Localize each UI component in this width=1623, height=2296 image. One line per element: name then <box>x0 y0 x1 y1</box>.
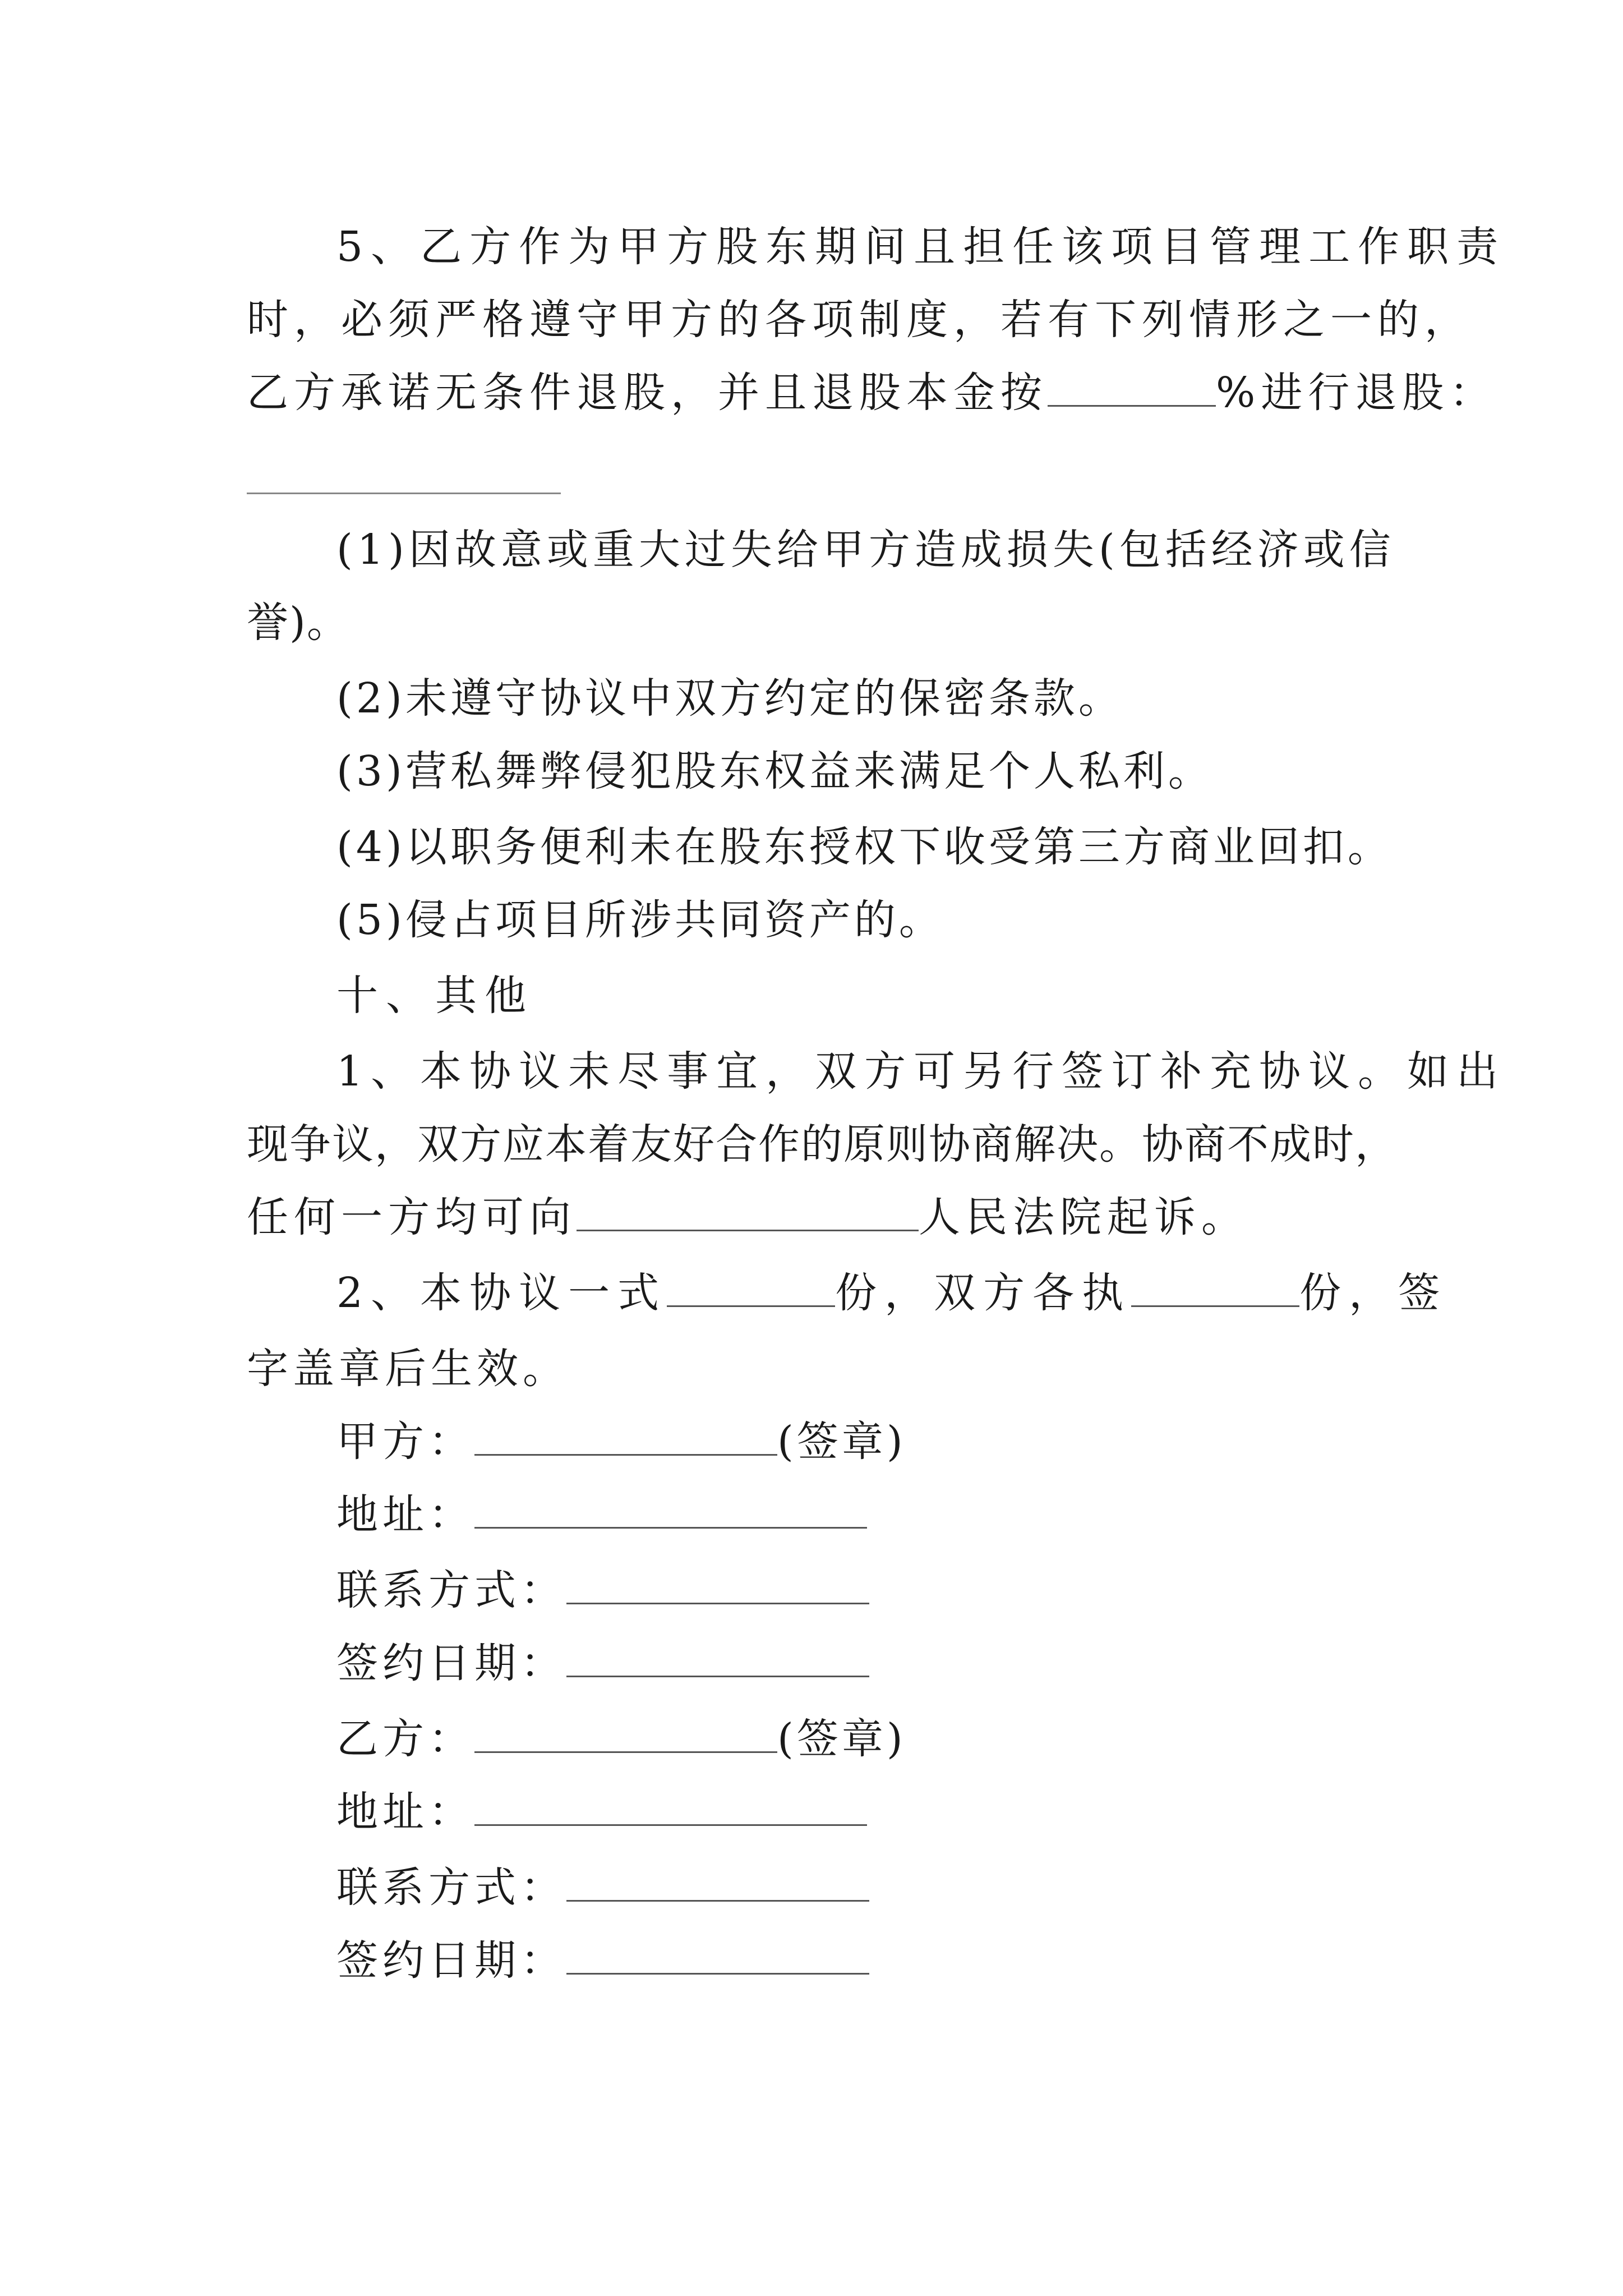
party-b-contact-row <box>336 1860 869 1916</box>
footnote-divider <box>247 493 561 494</box>
section10-p1-line3-suffix: 人民法院起诉。 <box>919 1193 1248 1241</box>
section10-p1-line3 <box>247 1189 1248 1245</box>
clause5-line3-prefix: 乙方承诺无条件退股，并且退股本金按 <box>247 369 1048 417</box>
party-a-contact-blank[interactable] <box>566 1568 869 1604</box>
section10-heading: 十、其他 <box>336 972 534 1020</box>
party-a-date-row <box>336 1635 869 1691</box>
item1-line1: (1)因故意或重大过失给甲方造成损失(包括经济或信 <box>336 526 1395 574</box>
clause5-line1: 5、乙方作为甲方股东期间且担任该项目管理工作职责 <box>336 223 1506 271</box>
section10-p2-line2: 字盖章后生效。 <box>247 1345 569 1393</box>
section10-p1-line3-prefix: 任何一方均可向 <box>247 1193 577 1241</box>
party-a-address-row <box>336 1487 867 1543</box>
party-b-label: 乙方： <box>336 1715 474 1763</box>
party-a-label: 甲方： <box>336 1418 474 1466</box>
party-a-seal: (签章) <box>777 1418 906 1466</box>
section10-p2-b: 份，双方各执 <box>835 1269 1132 1317</box>
party-a-date-blank[interactable] <box>566 1641 869 1677</box>
party-b-address-blank[interactable] <box>474 1789 867 1826</box>
item1-line2: 誉)。 <box>247 599 349 647</box>
party-b-date-blank[interactable] <box>566 1938 869 1975</box>
section10-p2-a: 2、本协议一式 <box>336 1269 667 1317</box>
section10-p1-line1: 1、本协议未尽事宜，双方可另行签订补充协议。如出 <box>336 1047 1506 1096</box>
party-b-contact-blank[interactable] <box>566 1865 869 1902</box>
party-b-date-label: 签约日期： <box>336 1936 566 1985</box>
party-a-address-blank[interactable] <box>474 1492 867 1529</box>
clause5-line3 <box>247 365 1497 421</box>
item3: (3)营私舞弊侵犯股东权益来满足个人私利。 <box>336 747 1213 795</box>
party-b-address-row <box>336 1784 867 1840</box>
section10-p2-c: 份，签 <box>1299 1269 1448 1317</box>
section10-p2-line1 <box>336 1265 1447 1321</box>
party-b-row <box>336 1711 906 1767</box>
party-a-signature-blank[interactable] <box>474 1419 777 1456</box>
party-a-address-label: 地址： <box>336 1490 474 1539</box>
item2: (2)未遵守协议中双方约定的保密条款。 <box>336 674 1123 723</box>
court-name-blank[interactable] <box>577 1195 919 1231</box>
party-a-date-label: 签约日期： <box>336 1639 566 1687</box>
party-b-date-row <box>336 1932 869 1989</box>
clause5-line2: 时，必须严格遵守甲方的各项制度，若有下列情形之一的， <box>247 296 1472 344</box>
item4: (4)以职务便利未在股东授权下收受第三方商业回扣。 <box>336 823 1393 871</box>
party-b-seal: (签章) <box>777 1715 906 1763</box>
party-a-row <box>336 1414 906 1470</box>
item5: (5)侵占项目所涉共同资产的。 <box>336 896 944 944</box>
refund-percent-blank[interactable] <box>1048 370 1216 407</box>
copies-each-blank[interactable] <box>1131 1271 1299 1307</box>
party-a-contact-label: 联系方式： <box>336 1566 566 1614</box>
party-b-address-label: 地址： <box>336 1788 474 1836</box>
party-b-signature-blank[interactable] <box>474 1717 777 1753</box>
copies-total-blank[interactable] <box>667 1271 835 1307</box>
section10-p1-line2: 现争议，双方应本着友好合作的原则协商解决。协商不成时， <box>247 1120 1398 1168</box>
clause5-line3-suffix: %进行退股： <box>1216 369 1497 417</box>
party-b-contact-label: 联系方式： <box>336 1864 566 1912</box>
party-a-contact-row <box>336 1562 869 1618</box>
